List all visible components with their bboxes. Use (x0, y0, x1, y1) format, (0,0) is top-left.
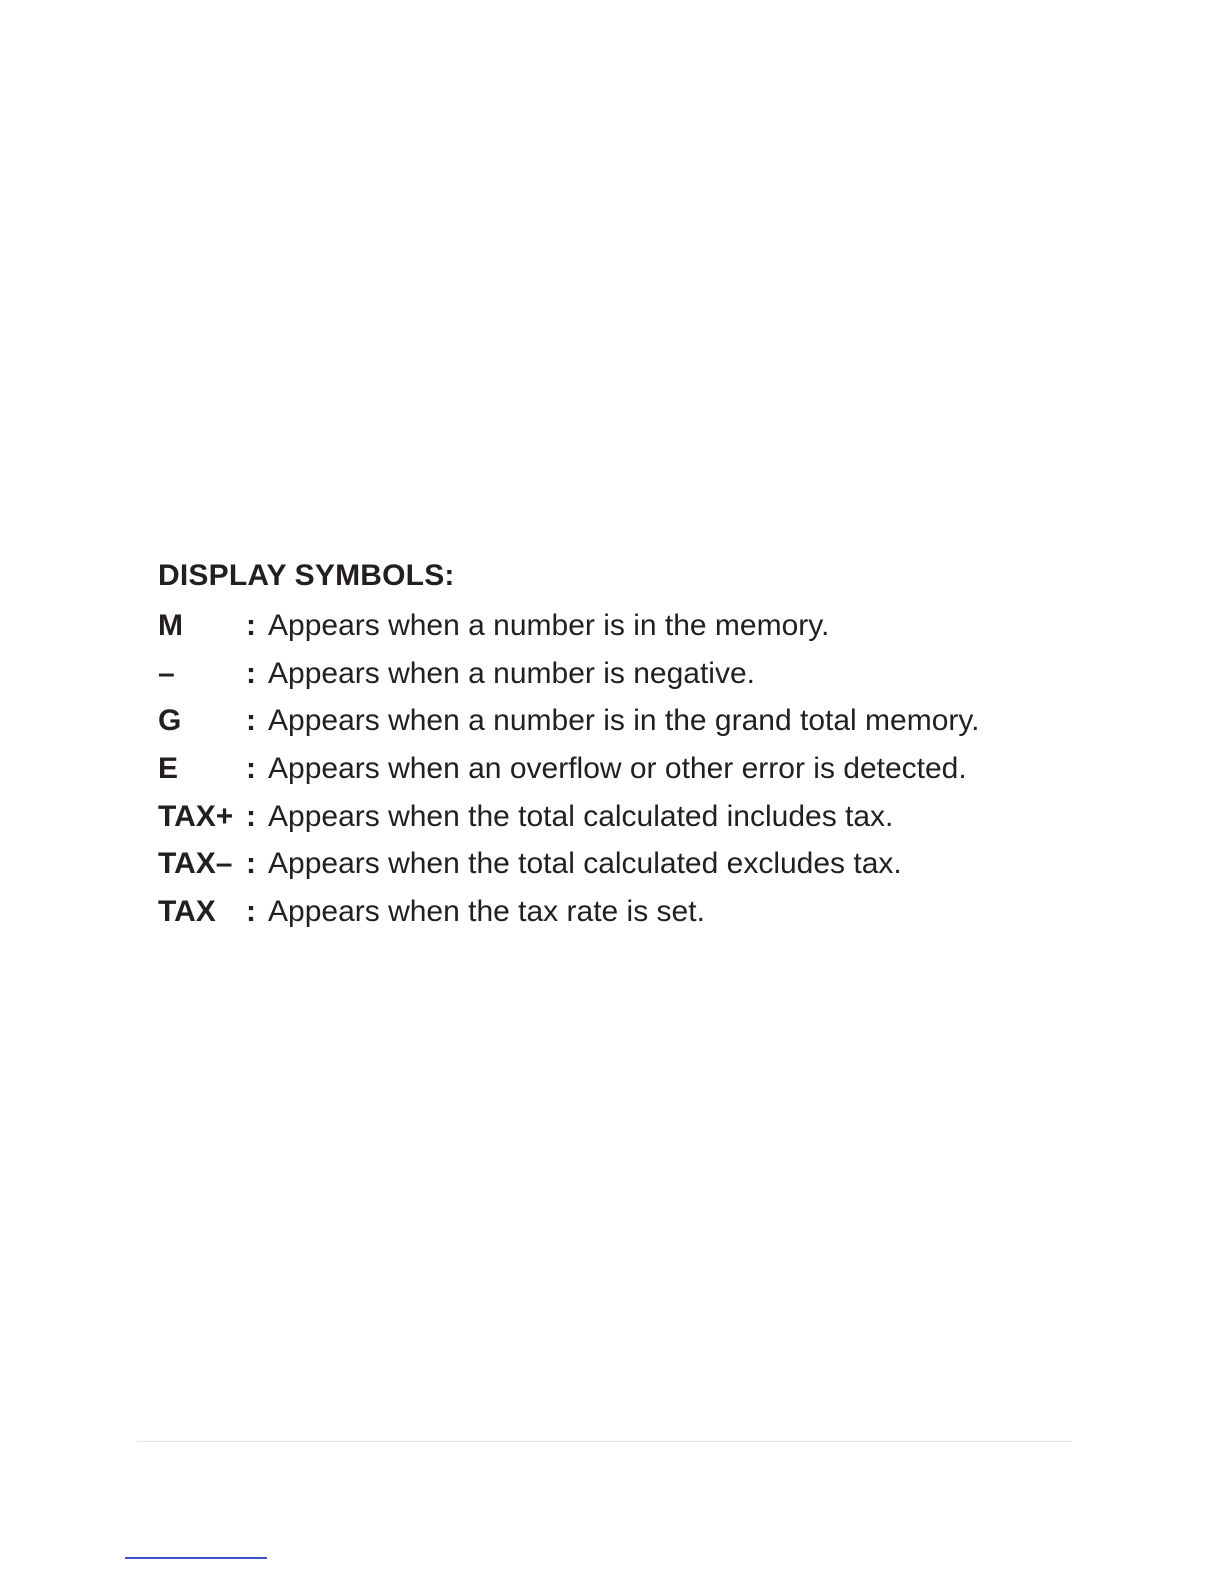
separator-colon: : (246, 799, 256, 833)
symbol-row-tax-minus (158, 840, 1078, 888)
symbol-description: Appears when a number is negative. (268, 656, 755, 690)
symbol-row-tax-plus (158, 793, 1078, 841)
separator-colon: : (246, 847, 256, 881)
section-heading: DISPLAY SYMBOLS: (158, 559, 455, 592)
symbol-label: TAX (158, 895, 216, 929)
symbol-row-e (158, 745, 1078, 793)
symbol-list (158, 602, 1078, 936)
symbol-label: M (158, 609, 183, 642)
symbol-description: Appears when a number is in the grand total memory. (268, 704, 980, 738)
symbol-row-m (158, 602, 1078, 650)
symbol-description: Appears when the tax rate is set. (268, 895, 705, 929)
symbol-description: Appears when an overflow or other error is detected. (268, 752, 967, 786)
symbol-description: Appears when a number is in the memory. (268, 609, 830, 642)
symbol-row-g (158, 697, 1078, 745)
display-symbols-section (158, 556, 1078, 936)
separator-colon: : (246, 609, 256, 642)
footer-divider (138, 1441, 1072, 1442)
symbol-label: G (158, 704, 182, 738)
symbol-row-tax (158, 888, 1078, 936)
footnote-link-underline (125, 1557, 267, 1559)
symbol-description: Appears when the total calculated excludes tax. (268, 847, 902, 881)
symbol-label: – (158, 656, 175, 690)
symbol-description: Appears when the total calculated includes tax. (268, 799, 894, 833)
separator-colon: : (246, 704, 256, 738)
symbol-label: TAX– (158, 847, 233, 881)
separator-colon: : (246, 752, 256, 786)
symbol-label: E (158, 752, 179, 786)
separator-colon: : (246, 656, 256, 690)
symbol-label: TAX+ (158, 799, 234, 833)
symbol-row-minus (158, 650, 1078, 698)
separator-colon: : (246, 895, 256, 929)
